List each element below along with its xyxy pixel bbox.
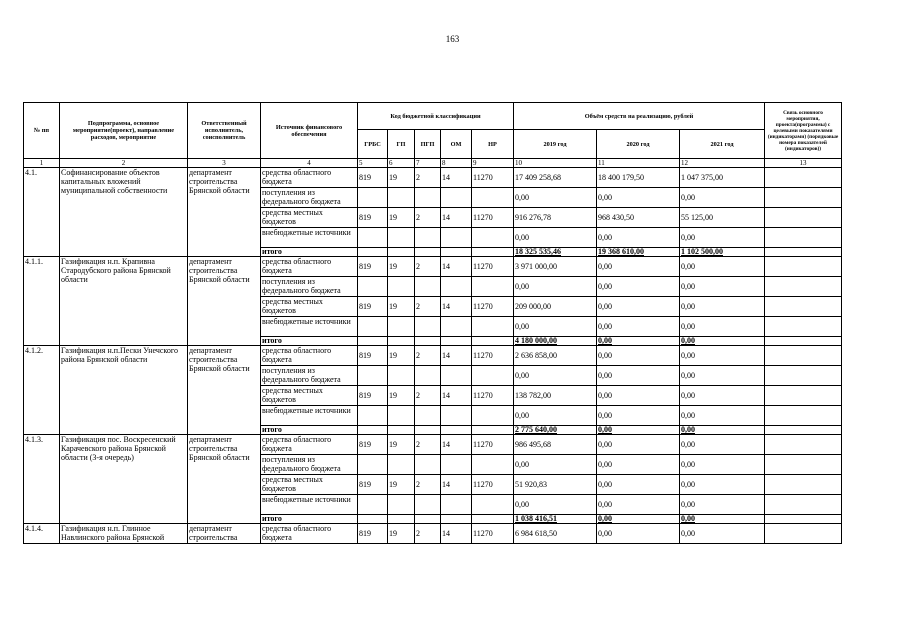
amount-y2021: 0,00	[680, 277, 765, 297]
amount-y2020: 968 430,50	[597, 208, 680, 228]
code-pgp: 2	[415, 475, 441, 495]
column-number: 4	[261, 159, 358, 168]
amount-y2019: 0,00	[514, 406, 597, 426]
code-om	[441, 188, 472, 208]
code-om: 14	[441, 386, 472, 406]
code-grbs	[358, 366, 388, 386]
column-number-row	[24, 159, 842, 168]
column-number: 13	[765, 159, 842, 168]
code-gp: 19	[388, 208, 415, 228]
row-number: 4.1.1.	[24, 257, 60, 346]
code-np: 11270	[472, 475, 514, 495]
code-om: 14	[441, 257, 472, 277]
funding-source: средства местных бюджетов	[261, 475, 358, 495]
funding-source: поступления из федерального бюджета	[261, 188, 358, 208]
code-grbs	[358, 495, 388, 515]
funding-source: поступления из федерального бюджета	[261, 455, 358, 475]
funding-source: средства областного бюджета	[261, 435, 358, 455]
code-om: 14	[441, 475, 472, 495]
amount-y2021: 0,00	[680, 317, 765, 337]
code-grbs: 819	[358, 208, 388, 228]
amount-y2021: 0,00	[680, 475, 765, 495]
amount-y2021: 0,00	[680, 257, 765, 277]
funding-source: средства областного бюджета	[261, 257, 358, 277]
code-pgp: 2	[415, 386, 441, 406]
amount-y2019: 0,00	[514, 228, 597, 248]
indicator-link	[765, 475, 842, 495]
code-pgp: 2	[415, 168, 441, 188]
code-np	[472, 277, 514, 297]
row-number: 4.1.	[24, 168, 60, 257]
responsible-executor: департамент строительства Брянской области	[188, 257, 261, 346]
code-np: 11270	[472, 208, 514, 228]
indicator-link	[765, 297, 842, 317]
amount-y2021: 0,00	[680, 297, 765, 317]
table-row	[24, 168, 842, 188]
row-number: 4.1.2.	[24, 346, 60, 435]
responsible-executor: департамент строительства Брянской области	[188, 346, 261, 435]
header-np: НР	[472, 130, 514, 159]
code-gp: 19	[388, 168, 415, 188]
funding-source: внебюджетные источники	[261, 228, 358, 248]
amount-y2020: 0,00	[597, 524, 680, 544]
table-row	[24, 435, 842, 455]
code-om: 14	[441, 435, 472, 455]
indicator-link	[765, 257, 842, 277]
code-grbs: 819	[358, 386, 388, 406]
code-gp: 19	[388, 435, 415, 455]
amount-y2019: 138 782,00	[514, 386, 597, 406]
code-np: 11270	[472, 524, 514, 544]
table-row	[24, 524, 842, 544]
activity-name: Софинансирование объектов капитальных вложений муниципальной собственности	[60, 168, 188, 257]
amount-y2019: 3 971 000,00	[514, 257, 597, 277]
code-pgp	[415, 228, 441, 248]
code-empty	[388, 515, 415, 524]
amount-y2019: 0,00	[514, 188, 597, 208]
code-np: 11270	[472, 297, 514, 317]
funding-source: поступления из федерального бюджета	[261, 366, 358, 386]
funding-source: средства областного бюджета	[261, 346, 358, 366]
code-empty	[472, 248, 514, 257]
code-np	[472, 188, 514, 208]
indicator-link	[765, 317, 842, 337]
code-np	[472, 228, 514, 248]
code-empty	[358, 248, 388, 257]
amount-y2019: 51 920,83	[514, 475, 597, 495]
code-grbs	[358, 277, 388, 297]
code-gp: 19	[388, 386, 415, 406]
code-pgp	[415, 188, 441, 208]
activity-name: Газификация пос. Воскресенский Карачевского района Брянской области (3-я очередь)	[60, 435, 188, 524]
column-number: 1	[24, 159, 60, 168]
column-number: 6	[388, 159, 415, 168]
code-empty	[415, 515, 441, 524]
header-subprogram: Подпрограмма, основное мероприятие(проект), направление расходов, мероприятие	[60, 103, 188, 159]
amount-y2019: 209 000,00	[514, 297, 597, 317]
code-np	[472, 455, 514, 475]
amount-y2019: 986 495,68	[514, 435, 597, 455]
amount-y2021: 0,00	[680, 346, 765, 366]
code-pgp: 2	[415, 257, 441, 277]
code-gp	[388, 188, 415, 208]
code-empty	[358, 337, 388, 346]
total-y2020: 0,00	[597, 515, 680, 524]
code-gp: 19	[388, 475, 415, 495]
total-y2019: 2 775 640,00	[514, 426, 597, 435]
code-empty	[472, 337, 514, 346]
code-empty	[415, 426, 441, 435]
total-y2019: 4 180 000,00	[514, 337, 597, 346]
total-label: итого	[261, 515, 358, 524]
code-gp: 19	[388, 346, 415, 366]
header-responsible: Ответственный исполнитель, соисполнитель	[188, 103, 261, 159]
code-gp	[388, 277, 415, 297]
table-row	[24, 346, 842, 366]
code-empty	[472, 515, 514, 524]
amount-y2021: 0,00	[680, 386, 765, 406]
funding-source: средства областного бюджета	[261, 524, 358, 544]
code-np: 11270	[472, 257, 514, 277]
row-number: 4.1.3.	[24, 435, 60, 524]
code-pgp	[415, 277, 441, 297]
code-pgp	[415, 495, 441, 515]
amount-y2021: 1 047 375,00	[680, 168, 765, 188]
code-pgp: 2	[415, 435, 441, 455]
indicator-link	[765, 366, 842, 386]
amount-y2020: 0,00	[597, 188, 680, 208]
code-gp	[388, 366, 415, 386]
amount-y2021: 0,00	[680, 435, 765, 455]
funding-source: средства местных бюджетов	[261, 297, 358, 317]
amount-y2021: 0,00	[680, 188, 765, 208]
code-om	[441, 406, 472, 426]
indicator-link	[765, 426, 842, 435]
header-2020: 2020 год	[597, 130, 680, 159]
code-pgp: 2	[415, 346, 441, 366]
funding-source: внебюджетные источники	[261, 495, 358, 515]
code-grbs	[358, 406, 388, 426]
code-grbs: 819	[358, 475, 388, 495]
amount-y2021: 0,00	[680, 406, 765, 426]
total-label: итого	[261, 248, 358, 257]
amount-y2019: 0,00	[514, 277, 597, 297]
header-pgp: ПГП	[415, 130, 441, 159]
total-label: итого	[261, 337, 358, 346]
total-y2021: 0,00	[680, 515, 765, 524]
budget-table	[23, 102, 842, 544]
funding-source: средства местных бюджетов	[261, 208, 358, 228]
code-om	[441, 495, 472, 515]
column-number: 5	[358, 159, 388, 168]
code-np: 11270	[472, 168, 514, 188]
code-grbs: 819	[358, 346, 388, 366]
indicator-link	[765, 455, 842, 475]
code-pgp: 2	[415, 208, 441, 228]
code-empty	[388, 426, 415, 435]
header-sources: Источник финансового обеспечения	[261, 103, 358, 159]
amount-y2020: 0,00	[597, 297, 680, 317]
indicator-link	[765, 386, 842, 406]
code-grbs	[358, 188, 388, 208]
amount-y2019: 0,00	[514, 366, 597, 386]
code-grbs: 819	[358, 257, 388, 277]
amount-y2019: 0,00	[514, 455, 597, 475]
amount-y2019: 916 276,78	[514, 208, 597, 228]
code-gp: 19	[388, 297, 415, 317]
indicator-link	[765, 248, 842, 257]
amount-y2020: 0,00	[597, 228, 680, 248]
amount-y2020: 0,00	[597, 455, 680, 475]
code-empty	[415, 337, 441, 346]
code-empty	[358, 515, 388, 524]
code-empty	[472, 426, 514, 435]
amount-y2020: 0,00	[597, 386, 680, 406]
code-pgp	[415, 455, 441, 475]
code-gp	[388, 317, 415, 337]
code-gp	[388, 406, 415, 426]
amount-y2020: 18 400 179,50	[597, 168, 680, 188]
code-np	[472, 406, 514, 426]
total-y2021: 0,00	[680, 426, 765, 435]
code-om	[441, 366, 472, 386]
code-pgp	[415, 317, 441, 337]
total-y2020: 0,00	[597, 426, 680, 435]
responsible-executor: департамент строительства Брянской области	[188, 435, 261, 524]
funding-source: поступления из федерального бюджета	[261, 277, 358, 297]
activity-name: Газификация н.п. Крапивна Стародубского района Брянской области	[60, 257, 188, 346]
total-y2021: 0,00	[680, 337, 765, 346]
amount-y2019: 0,00	[514, 495, 597, 515]
funding-source: внебюджетные источники	[261, 406, 358, 426]
amount-y2021: 0,00	[680, 455, 765, 475]
code-om: 14	[441, 168, 472, 188]
code-empty	[388, 248, 415, 257]
header-om: ОМ	[441, 130, 472, 159]
header-2021: 2021 год	[680, 130, 765, 159]
amount-y2020: 0,00	[597, 366, 680, 386]
code-empty	[388, 337, 415, 346]
code-np: 11270	[472, 346, 514, 366]
code-grbs	[358, 317, 388, 337]
code-gp	[388, 228, 415, 248]
header-link: Связь основного мероприятия, проекта(программы) с целевыми показателями (индикаторами) (порядковые номера показателей (индикаторов))	[765, 103, 842, 159]
code-gp	[388, 455, 415, 475]
page-number: 163	[445, 34, 460, 44]
code-np: 11270	[472, 386, 514, 406]
header-budget-code: Код бюджетной классификации	[358, 103, 514, 130]
code-pgp: 2	[415, 297, 441, 317]
code-pgp: 2	[415, 524, 441, 544]
column-number: 8	[441, 159, 472, 168]
amount-y2020: 0,00	[597, 495, 680, 515]
amount-y2020: 0,00	[597, 317, 680, 337]
column-number: 9	[472, 159, 514, 168]
code-empty	[441, 515, 472, 524]
amount-y2019: 2 636 858,00	[514, 346, 597, 366]
amount-y2021: 0,00	[680, 524, 765, 544]
total-y2019: 1 038 416,51	[514, 515, 597, 524]
column-number: 7	[415, 159, 441, 168]
column-number: 11	[597, 159, 680, 168]
code-np	[472, 317, 514, 337]
total-label: итого	[261, 426, 358, 435]
code-empty	[358, 426, 388, 435]
code-gp	[388, 495, 415, 515]
table-row	[24, 257, 842, 277]
code-empty	[441, 426, 472, 435]
indicator-link	[765, 406, 842, 426]
code-om	[441, 455, 472, 475]
code-grbs: 819	[358, 524, 388, 544]
activity-name: Газификация н.п.Пески Унечского района Брянской области	[60, 346, 188, 435]
code-empty	[441, 248, 472, 257]
row-number: 4.1.4.	[24, 524, 60, 544]
amount-y2020: 0,00	[597, 406, 680, 426]
indicator-link	[765, 346, 842, 366]
code-empty	[441, 337, 472, 346]
indicator-link	[765, 208, 842, 228]
column-number: 3	[188, 159, 261, 168]
total-y2020: 0,00	[597, 337, 680, 346]
code-om: 14	[441, 297, 472, 317]
header-gp: ГП	[388, 130, 415, 159]
responsible-executor: департамент строительства	[188, 524, 261, 544]
amount-y2020: 0,00	[597, 475, 680, 495]
amount-y2021: 0,00	[680, 366, 765, 386]
code-empty	[415, 248, 441, 257]
total-y2021: 1 102 500,00	[680, 248, 765, 257]
header-volume: Объём средств на реализацию, рублей	[514, 103, 765, 130]
code-np	[472, 495, 514, 515]
indicator-link	[765, 435, 842, 455]
indicator-link	[765, 188, 842, 208]
amount-y2020: 0,00	[597, 257, 680, 277]
code-om: 14	[441, 208, 472, 228]
funding-source: средства местных бюджетов	[261, 386, 358, 406]
code-grbs	[358, 455, 388, 475]
indicator-link	[765, 515, 842, 524]
code-gp: 19	[388, 524, 415, 544]
amount-y2021: 0,00	[680, 228, 765, 248]
column-number: 2	[60, 159, 188, 168]
amount-y2019: 0,00	[514, 317, 597, 337]
code-pgp	[415, 406, 441, 426]
code-gp: 19	[388, 257, 415, 277]
code-np: 11270	[472, 435, 514, 455]
code-om	[441, 228, 472, 248]
amount-y2019: 6 984 618,50	[514, 524, 597, 544]
indicator-link	[765, 168, 842, 188]
total-y2019: 18 325 535,46	[514, 248, 597, 257]
indicator-link	[765, 337, 842, 346]
funding-source: внебюджетные источники	[261, 317, 358, 337]
column-number: 12	[680, 159, 765, 168]
amount-y2020: 0,00	[597, 277, 680, 297]
amount-y2020: 0,00	[597, 346, 680, 366]
indicator-link	[765, 524, 842, 544]
code-om	[441, 277, 472, 297]
code-om	[441, 317, 472, 337]
amount-y2021: 0,00	[680, 495, 765, 515]
indicator-link	[765, 228, 842, 248]
header-2019: 2019 год	[514, 130, 597, 159]
activity-name: Газификация н.п. Глинное Навлинского района Брянской	[60, 524, 188, 544]
code-om: 14	[441, 346, 472, 366]
code-grbs: 819	[358, 168, 388, 188]
indicator-link	[765, 495, 842, 515]
header-grbs: ГРБС	[358, 130, 388, 159]
column-number: 10	[514, 159, 597, 168]
responsible-executor: департамент строительства Брянской области	[188, 168, 261, 257]
total-y2020: 19 368 610,00	[597, 248, 680, 257]
indicator-link	[765, 277, 842, 297]
amount-y2021: 55 125,00	[680, 208, 765, 228]
amount-y2020: 0,00	[597, 435, 680, 455]
code-grbs: 819	[358, 435, 388, 455]
funding-source: средства областного бюджета	[261, 168, 358, 188]
header-num: № пп	[24, 103, 60, 159]
code-grbs	[358, 228, 388, 248]
amount-y2019: 17 409 258,68	[514, 168, 597, 188]
code-grbs: 819	[358, 297, 388, 317]
code-pgp	[415, 366, 441, 386]
code-np	[472, 366, 514, 386]
code-om: 14	[441, 524, 472, 544]
